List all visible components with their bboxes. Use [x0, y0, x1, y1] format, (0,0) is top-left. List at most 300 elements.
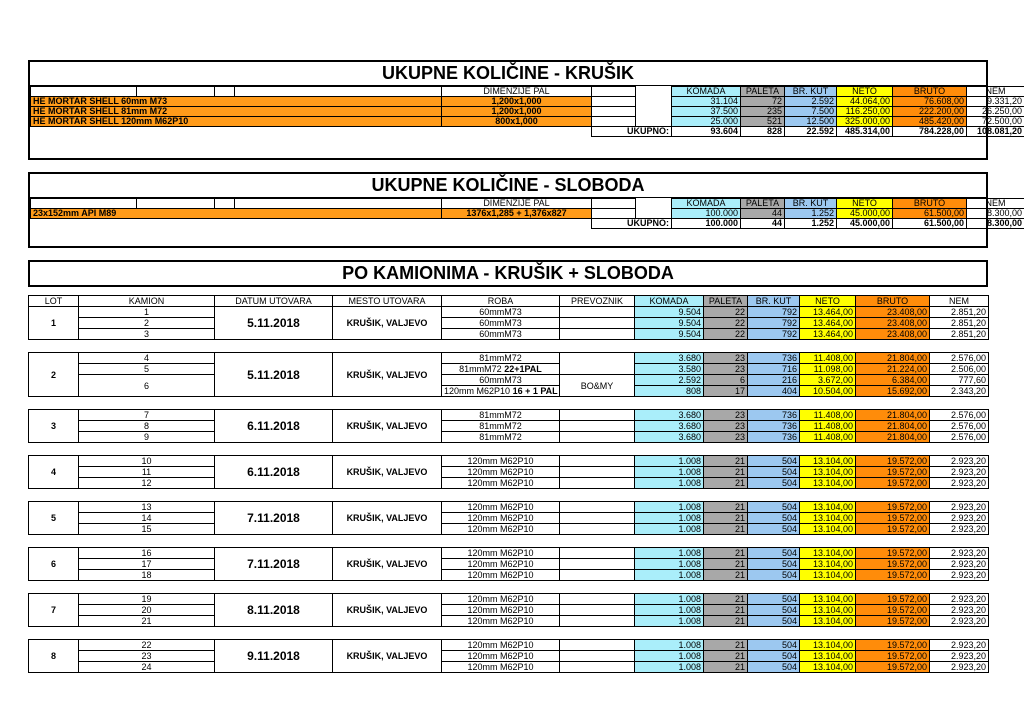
komada: 1.008 — [635, 570, 704, 581]
roba — [442, 502, 560, 513]
total-nem: 108.081,20 — [967, 127, 1024, 137]
datum-utovara: 6.11.2018 — [215, 410, 333, 443]
lot-number: 8 — [29, 640, 79, 673]
header-row — [31, 87, 1024, 97]
br-kut: 504 — [748, 640, 800, 651]
item-komada: 37.500 — [672, 107, 741, 117]
roba — [442, 432, 560, 443]
nem: 2.923,20 — [930, 524, 989, 535]
neto: 13.104,00 — [800, 513, 856, 524]
total-brkut: 22.592 — [785, 127, 837, 137]
item-komada: 100.000 — [672, 209, 741, 219]
kamion-number: 21 — [79, 616, 215, 627]
paleta: 23 — [704, 421, 748, 432]
table-row — [29, 548, 989, 559]
total-neto: 45.000,00 — [837, 219, 893, 229]
bruto: 19.572,00 — [856, 513, 930, 524]
cell — [592, 117, 636, 127]
paleta: 22 — [704, 329, 748, 340]
paleta: 21 — [704, 548, 748, 559]
komada: 1.008 — [635, 605, 704, 616]
roba-name: 120mm M62P10 — [467, 513, 534, 523]
roba — [442, 353, 560, 364]
prevoznik-empty — [560, 502, 635, 513]
cell — [215, 219, 235, 229]
kamion-number: 18 — [79, 570, 215, 581]
bruto: 21.804,00 — [856, 421, 930, 432]
item-neto: 44.064,00 — [837, 97, 893, 107]
komada: 808 — [635, 386, 704, 397]
neto: 13.104,00 — [800, 570, 856, 581]
table-row — [29, 364, 989, 375]
item-bruto: 222.200,00 — [893, 107, 967, 117]
roba-name: 120mm M62P10 — [467, 502, 534, 512]
bruto: 19.572,00 — [856, 594, 930, 605]
cell — [137, 127, 215, 137]
br-kut: 504 — [748, 594, 800, 605]
header-bruto: BRUTO — [893, 87, 967, 97]
cell — [442, 127, 592, 137]
roba-name: 120mm M62P10 — [467, 548, 534, 558]
kamion-number: 17 — [79, 559, 215, 570]
roba-name: 120mm M62P10 — [467, 478, 534, 488]
gap-row — [29, 581, 989, 594]
mesto-utovara: KRUŠIK, VALJEVO — [333, 502, 442, 535]
table-row — [29, 432, 989, 443]
roba-name: 81mmM72 — [479, 432, 522, 442]
nem: 2.923,20 — [930, 456, 989, 467]
prevoznik-empty — [560, 524, 635, 535]
roba — [442, 594, 560, 605]
section-title: PO KAMIONIMA - KRUŠIK + SLOBODA — [342, 263, 674, 283]
datum-utovara: 5.11.2018 — [215, 307, 333, 340]
item-name: HE MORTAR SHELL 120mm M62P10 — [31, 117, 442, 127]
roba-note: 22+1PAL — [504, 364, 542, 374]
cell — [137, 219, 215, 229]
header-bruto: BRUTO — [893, 199, 967, 209]
nem: 777,60 — [930, 375, 989, 386]
mesto-utovara: KRUŠIK, VALJEVO — [333, 353, 442, 397]
nem: 2.576,00 — [930, 410, 989, 421]
roba-name: 120mm M62P10 — [467, 456, 534, 466]
roba — [442, 524, 560, 535]
komada: 1.008 — [635, 467, 704, 478]
nem: 2.923,20 — [930, 594, 989, 605]
komada: 9.504 — [635, 318, 704, 329]
nem: 2.851,20 — [930, 318, 989, 329]
kamioni-table — [28, 295, 989, 673]
bruto: 23.408,00 — [856, 318, 930, 329]
kamion-number: 11 — [79, 467, 215, 478]
total-komada: 93.604 — [672, 127, 741, 137]
bruto: 19.572,00 — [856, 640, 930, 651]
item-paleta: 521 — [741, 117, 785, 127]
komada: 2.592 — [635, 375, 704, 386]
sloboda-table — [30, 198, 1024, 229]
header-neto: NETO — [837, 87, 893, 97]
kamion-number: 7 — [79, 410, 215, 421]
prevoznik: BO&MY — [560, 375, 635, 397]
cell — [636, 87, 672, 97]
datum-utovara: 9.11.2018 — [215, 640, 333, 673]
nem: 2.923,20 — [930, 467, 989, 478]
kamion-number: 3 — [79, 329, 215, 340]
neto: 13.104,00 — [800, 616, 856, 627]
roba — [442, 364, 560, 375]
roba — [442, 456, 560, 467]
item-nem: 26.250,00 — [967, 107, 1024, 117]
prevoznik-empty — [560, 570, 635, 581]
bruto: 19.572,00 — [856, 502, 930, 513]
bruto: 21.804,00 — [856, 353, 930, 364]
header-paleta: PALETA — [741, 199, 785, 209]
cell — [636, 209, 672, 219]
header-prevoznik: PREVOZNIK — [560, 296, 635, 307]
kamion-number: 15 — [79, 524, 215, 535]
bruto: 19.572,00 — [856, 456, 930, 467]
neto: 10.504,00 — [800, 386, 856, 397]
bruto: 19.572,00 — [856, 616, 930, 627]
cell — [442, 219, 592, 229]
bruto: 6.384,00 — [856, 375, 930, 386]
gap — [29, 627, 989, 640]
header-dim: DIMENZIJE PAL — [442, 87, 592, 97]
prevoznik-empty — [560, 594, 635, 605]
section-sloboda — [28, 172, 1022, 248]
paleta: 21 — [704, 594, 748, 605]
table-row — [29, 478, 989, 489]
roba-name: 120mm M62P10 — [467, 640, 534, 650]
datum-utovara: 5.11.2018 — [215, 353, 333, 397]
paleta: 22 — [704, 318, 748, 329]
cell — [137, 199, 215, 209]
komada: 1.008 — [635, 524, 704, 535]
neto: 13.104,00 — [800, 524, 856, 535]
gap-row — [29, 443, 989, 456]
mesto-utovara: KRUŠIK, VALJEVO — [333, 548, 442, 581]
table-row — [29, 467, 989, 478]
total-label: UKUPNO: — [592, 127, 672, 137]
roba — [442, 605, 560, 616]
nem: 2.923,20 — [930, 548, 989, 559]
gap — [29, 535, 989, 548]
komada: 1.008 — [635, 594, 704, 605]
cell — [592, 209, 636, 219]
prevoznik-empty — [560, 662, 635, 673]
bruto: 19.572,00 — [856, 570, 930, 581]
br-kut: 504 — [748, 502, 800, 513]
br-kut: 504 — [748, 651, 800, 662]
cell — [215, 127, 235, 137]
total-brkut: 1.252 — [785, 219, 837, 229]
roba-name: 120mm M62P10 — [467, 616, 534, 626]
kamion-number: 2 — [79, 318, 215, 329]
paleta: 21 — [704, 524, 748, 535]
cell — [31, 219, 137, 229]
kamion-number: 22 — [79, 640, 215, 651]
section-krusik — [28, 60, 1022, 160]
section-kamioni-header — [28, 260, 988, 287]
header-row — [29, 296, 989, 307]
roba — [442, 478, 560, 489]
item-bruto: 61.500,00 — [893, 209, 967, 219]
neto: 13.104,00 — [800, 651, 856, 662]
komada: 1.008 — [635, 651, 704, 662]
kamion-number: 19 — [79, 594, 215, 605]
header-neto: NETO — [800, 296, 856, 307]
neto: 13.464,00 — [800, 307, 856, 318]
prevoznik-empty — [560, 467, 635, 478]
gap-row — [29, 535, 989, 548]
kamion-number: 8 — [79, 421, 215, 432]
komada: 3.580 — [635, 364, 704, 375]
br-kut: 404 — [748, 386, 800, 397]
nem: 2.576,00 — [930, 421, 989, 432]
table-row — [29, 307, 989, 318]
mesto-utovara: KRUŠIK, VALJEVO — [333, 640, 442, 673]
nem: 2.923,20 — [930, 559, 989, 570]
header-brkut: BR. KUT — [785, 199, 837, 209]
roba-name: 60mmM73 — [479, 307, 522, 317]
gap — [29, 397, 989, 410]
bruto: 19.572,00 — [856, 651, 930, 662]
cell — [636, 107, 672, 117]
br-kut: 504 — [748, 478, 800, 489]
roba-name: 120mm M62P10 — [467, 524, 534, 534]
header-paleta: PALETA — [704, 296, 748, 307]
neto: 13.104,00 — [800, 605, 856, 616]
lot-number: 2 — [29, 353, 79, 397]
roba — [442, 559, 560, 570]
bruto: 21.804,00 — [856, 410, 930, 421]
roba-name: 120mm M62P10 — [444, 386, 511, 396]
prevoznik-empty — [560, 605, 635, 616]
datum-utovara: 6.11.2018 — [215, 456, 333, 489]
item-komada: 31.104 — [672, 97, 741, 107]
nem: 2.923,20 — [930, 570, 989, 581]
total-row — [31, 127, 1024, 137]
paleta: 21 — [704, 502, 748, 513]
komada: 1.008 — [635, 548, 704, 559]
header-komada: KOMADA — [672, 87, 741, 97]
nem: 2.923,20 — [930, 478, 989, 489]
section-title: UKUPNE KOLIČINE - SLOBODA — [30, 174, 986, 198]
cell — [235, 87, 442, 97]
br-kut: 504 — [748, 605, 800, 616]
table-row — [29, 329, 989, 340]
header-roba: ROBA — [442, 296, 560, 307]
bruto: 15.692,00 — [856, 386, 930, 397]
nem: 2.923,20 — [930, 616, 989, 627]
komada: 1.008 — [635, 502, 704, 513]
neto: 13.464,00 — [800, 329, 856, 340]
report — [28, 60, 1022, 673]
table-row — [31, 97, 1024, 107]
header-bruto: BRUTO — [856, 296, 930, 307]
bruto: 19.572,00 — [856, 524, 930, 535]
neto: 11.408,00 — [800, 410, 856, 421]
roba-name: 120mm M62P10 — [467, 594, 534, 604]
cell — [636, 199, 672, 209]
roba-name: 81mmM72 — [479, 410, 522, 420]
kamion-number: 10 — [79, 456, 215, 467]
roba — [442, 410, 560, 421]
neto: 13.104,00 — [800, 456, 856, 467]
total-neto: 485.314,00 — [837, 127, 893, 137]
header-komada: KOMADA — [672, 199, 741, 209]
komada: 9.504 — [635, 307, 704, 318]
br-kut: 504 — [748, 662, 800, 673]
cell — [592, 199, 636, 209]
mesto-utovara: KRUŠIK, VALJEVO — [333, 307, 442, 340]
nem: 2.923,20 — [930, 605, 989, 616]
cell — [31, 127, 137, 137]
komada: 9.504 — [635, 329, 704, 340]
br-kut: 504 — [748, 513, 800, 524]
item-dim: 1376x1,285 + 1,376x827 — [442, 209, 592, 219]
header-neto: NETO — [837, 199, 893, 209]
lot-number: 4 — [29, 456, 79, 489]
cell — [592, 87, 636, 97]
roba-name: 120mm M62P10 — [467, 662, 534, 672]
gap — [29, 443, 989, 456]
prevoznik-empty — [560, 318, 635, 329]
cell — [235, 127, 442, 137]
kamion-number: 12 — [79, 478, 215, 489]
roba — [442, 616, 560, 627]
roba-name: 81mmM72 — [459, 364, 502, 374]
roba — [442, 375, 560, 386]
item-bruto: 76.608,00 — [893, 97, 967, 107]
nem: 2.923,20 — [930, 502, 989, 513]
komada: 1.008 — [635, 513, 704, 524]
roba — [442, 467, 560, 478]
cell — [31, 87, 137, 97]
item-dim: 1,200x1,000 — [442, 97, 592, 107]
roba — [442, 662, 560, 673]
br-kut: 792 — [748, 307, 800, 318]
mesto-utovara: KRUŠIK, VALJEVO — [333, 410, 442, 443]
header-lot: LOT — [29, 296, 79, 307]
prevoznik-empty — [560, 640, 635, 651]
paleta: 23 — [704, 432, 748, 443]
cell — [592, 97, 636, 107]
bruto: 23.408,00 — [856, 329, 930, 340]
roba-name: 60mmM73 — [479, 375, 522, 385]
cell — [235, 199, 442, 209]
nem: 2.343,20 — [930, 386, 989, 397]
prevoznik-empty — [560, 410, 635, 421]
table-row — [29, 456, 989, 467]
roba-name: 120mm M62P10 — [467, 467, 534, 477]
gap-row — [29, 340, 989, 353]
table-row — [29, 605, 989, 616]
header-paleta: PALETA — [741, 87, 785, 97]
kamion-number: 16 — [79, 548, 215, 559]
prevoznik-empty — [560, 651, 635, 662]
nem: 2.923,20 — [930, 513, 989, 524]
paleta: 17 — [704, 386, 748, 397]
kamion-number: 6 — [79, 375, 215, 397]
header-kamion: KAMION — [79, 296, 215, 307]
paleta: 21 — [704, 662, 748, 673]
prevoznik-empty — [560, 432, 635, 443]
prevoznik-empty — [560, 616, 635, 627]
neto: 13.104,00 — [800, 548, 856, 559]
kamion-number: 14 — [79, 513, 215, 524]
lot-number: 7 — [29, 594, 79, 627]
neto: 13.104,00 — [800, 662, 856, 673]
paleta: 21 — [704, 513, 748, 524]
cell — [215, 199, 235, 209]
total-bruto: 784.228,00 — [893, 127, 967, 137]
nem: 2.506,00 — [930, 364, 989, 375]
bruto: 19.572,00 — [856, 559, 930, 570]
cell — [636, 117, 672, 127]
header-brkut: BR. KUT — [748, 296, 800, 307]
roba-name: 120mm M62P10 — [467, 570, 534, 580]
item-brkut: 1.252 — [785, 209, 837, 219]
item-paleta: 72 — [741, 97, 785, 107]
br-kut: 716 — [748, 364, 800, 375]
item-nem: 9.331,20 — [967, 97, 1024, 107]
bruto: 23.408,00 — [856, 307, 930, 318]
kamion-number: 1 — [79, 307, 215, 318]
gap — [29, 581, 989, 594]
table-row — [31, 117, 1024, 127]
cell — [137, 87, 215, 97]
roba-note: 16 + 1 PAL — [512, 386, 558, 396]
bruto: 19.572,00 — [856, 548, 930, 559]
datum-utovara: 7.11.2018 — [215, 502, 333, 535]
paleta: 21 — [704, 640, 748, 651]
kamion-number: 5 — [79, 364, 215, 375]
item-brkut: 12.500 — [785, 117, 837, 127]
header-nem: NEM — [967, 199, 1024, 209]
gap-row — [29, 397, 989, 410]
paleta: 23 — [704, 410, 748, 421]
total-row — [31, 219, 1024, 229]
neto: 11.408,00 — [800, 432, 856, 443]
prevoznik-empty — [560, 548, 635, 559]
paleta: 21 — [704, 605, 748, 616]
roba-name: 120mm M62P10 — [467, 605, 534, 615]
nem: 2.923,20 — [930, 640, 989, 651]
header-nem: NEM — [930, 296, 989, 307]
paleta: 21 — [704, 478, 748, 489]
br-kut: 736 — [748, 432, 800, 443]
neto: 11.098,00 — [800, 364, 856, 375]
bruto: 19.572,00 — [856, 467, 930, 478]
header-nem: NEM — [967, 87, 1024, 97]
gap-row — [29, 627, 989, 640]
roba-name: 81mmM72 — [479, 353, 522, 363]
item-name: HE MORTAR SHELL 60mm M73 — [31, 97, 442, 107]
neto: 11.408,00 — [800, 421, 856, 432]
komada: 1.008 — [635, 662, 704, 673]
table-row — [29, 640, 989, 651]
prevoznik-empty — [560, 353, 635, 375]
table-row — [31, 107, 1024, 117]
neto: 13.104,00 — [800, 478, 856, 489]
komada: 3.680 — [635, 421, 704, 432]
prevoznik-empty — [560, 513, 635, 524]
br-kut: 504 — [748, 570, 800, 581]
table-row — [31, 209, 1024, 219]
item-dim: 1,200x1,000 — [442, 107, 592, 117]
paleta: 23 — [704, 353, 748, 364]
neto: 13.104,00 — [800, 640, 856, 651]
